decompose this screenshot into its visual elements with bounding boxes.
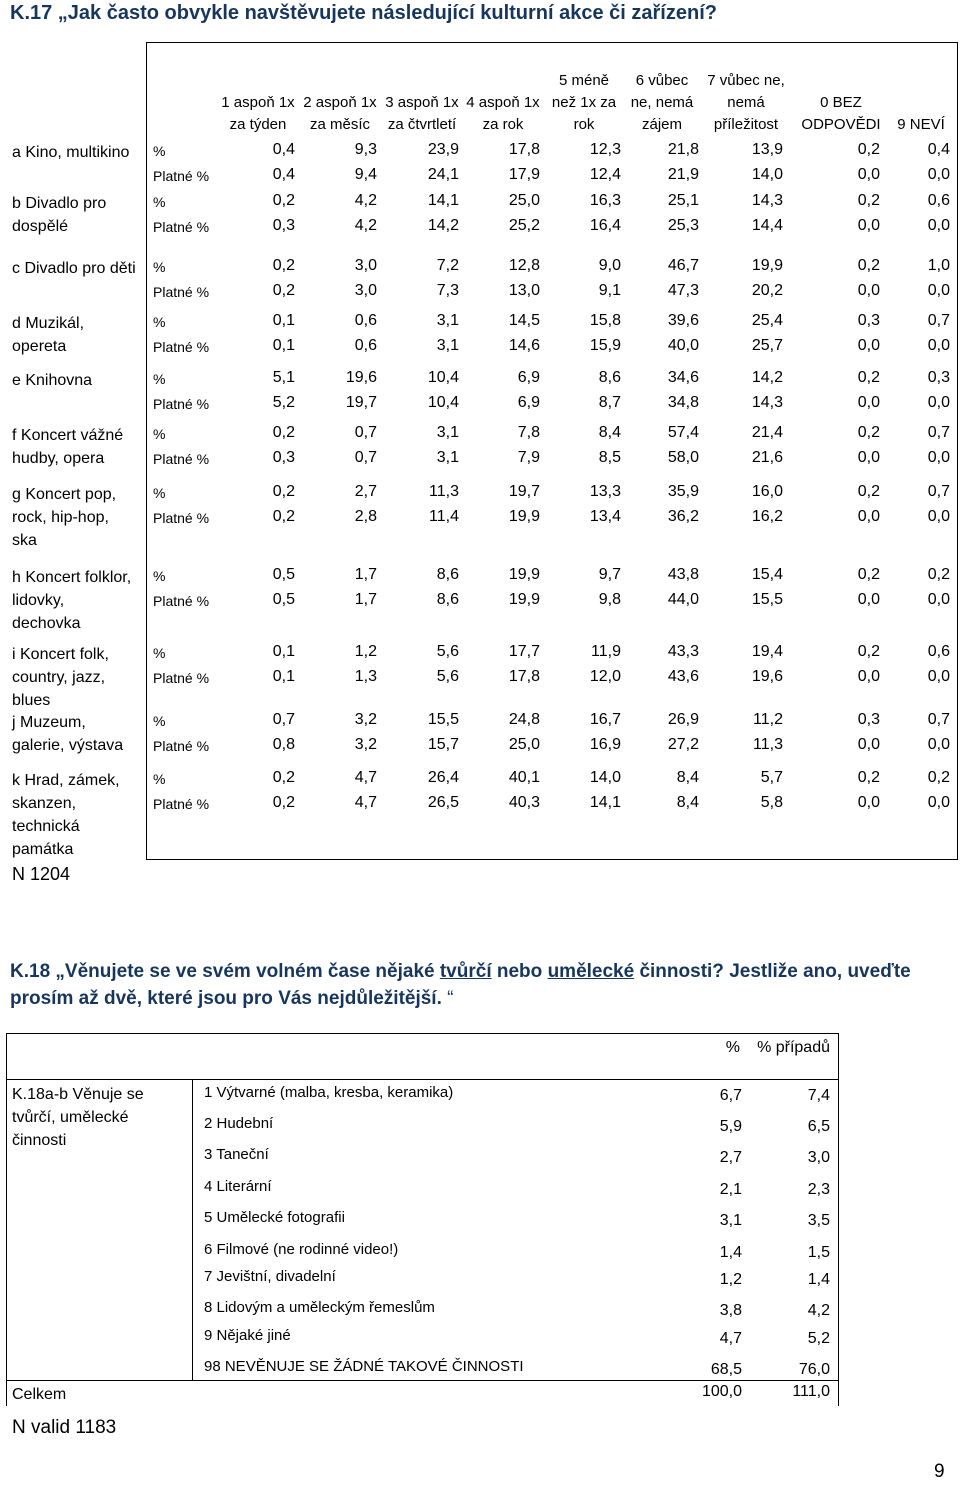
k18-total-divider [6,1380,839,1381]
k17-cell: 43,8 [667,566,699,583]
k17-pct-tag: % [153,713,166,729]
k17-cell: 1,7 [354,566,377,583]
k17-row-label: g Koncert pop, rock, hip-hop, ska [12,486,117,549]
k17-cell: 0,5 [272,591,295,608]
k17-cell: 0,6 [354,337,377,354]
k17-cell: 8,4 [676,769,699,786]
k17-cell: 0,3 [272,449,295,466]
k17-column-header: 9 NEVÍ [897,116,945,133]
k17-pct-tag: % [153,194,166,210]
k17-cell: 15,4 [751,566,783,583]
k17-cell: 43,3 [667,643,699,660]
k17-cell: 7,8 [517,424,540,441]
k18-option-cases: 5,2 [807,1330,830,1347]
k18-label-column-divider [192,1079,193,1381]
k17-cell: 0,0 [857,394,880,411]
k17-cell: 14,5 [508,312,540,329]
k17-cell: 0,0 [857,337,880,354]
k17-table-right-border [957,42,958,860]
k17-cell: 0,2 [272,424,295,441]
k17-cell: 0,7 [354,424,377,441]
k17-cell: 4,7 [354,769,377,786]
k17-cell: 25,3 [667,217,699,234]
k17-cell: 0,2 [857,141,880,158]
k17-cell: 0,4 [927,141,950,158]
k17-cell: 17,9 [508,166,540,183]
k18-option-pct: 2,7 [719,1149,742,1166]
k17-cell: 16,0 [751,483,783,500]
k18-option-pct: 3,8 [719,1302,742,1319]
k17-cell: 34,8 [667,394,699,411]
k17-column-header: 6 vůbec ne, nemá zájem [630,72,694,133]
k18-option-label: 98 NEVĚNUJE SE ŽÁDNÉ TAKOVÉ ČINNOSTI [204,1358,524,1375]
k18-option-cases: 2,3 [807,1181,830,1198]
k17-cell: 14,0 [589,769,621,786]
k17-cell: 35,9 [667,483,699,500]
k18-option-pct: 4,7 [719,1330,742,1347]
k18-option-label: 7 Jevištní, divadelní [204,1268,336,1285]
k17-cell: 10,4 [427,369,459,386]
k17-cell: 11,3 [429,483,459,500]
k17-cell: 0,6 [354,312,377,329]
k17-cell: 8,7 [598,394,621,411]
k17-cell: 25,1 [667,192,699,209]
k17-pct-tag: % [153,426,166,442]
k17-column-header: 4 aspoň 1x za rok [466,94,540,133]
k17-cell: 16,3 [589,192,621,209]
k17-cell: 0,0 [857,668,880,685]
k17-cell: 3,1 [436,424,459,441]
k17-cell: 1,3 [354,668,377,685]
k17-cell: 1,2 [354,643,377,660]
k17-pct-tag: % [153,771,166,787]
k17-cell: 5,2 [272,394,295,411]
k17-cell: 0,0 [927,794,950,811]
k18-option-pct: 6,7 [719,1087,742,1104]
k17-cell: 27,2 [667,736,699,753]
k17-cell: 0,2 [857,192,880,209]
k18-option-cases: 3,0 [807,1149,830,1166]
k17-cell: 19,4 [751,643,783,660]
k17-cell: 14,4 [751,217,783,234]
k17-column-header: 3 aspoň 1x za čtvrtletí [385,94,459,133]
k17-cell: 13,4 [589,508,621,525]
k17-cell: 19,9 [508,591,540,608]
k17-cell: 23,9 [427,141,459,158]
k17-cell: 0,2 [272,483,295,500]
k17-cell: 25,4 [751,312,783,329]
k17-cell: 0,0 [927,337,950,354]
k17-cell: 5,6 [436,668,459,685]
k18-option-label: 8 Lidovým a uměleckým řemeslům [204,1299,435,1316]
k18-option-cases: 3,5 [807,1212,830,1229]
k18-option-cases: 7,4 [807,1087,830,1104]
k17-cell: 0,0 [857,508,880,525]
k17-cell: 0,2 [857,769,880,786]
k17-column-header: 7 vůbec ne, nemá příležitost [707,72,785,133]
k17-cell: 6,9 [517,394,540,411]
k17-cell: 0,3 [927,369,950,386]
k17-pct-tag: % [153,314,166,330]
k18-total-label: Celkem [12,1386,67,1403]
k17-cell: 8,4 [598,424,621,441]
k17-column-header: 5 méně než 1x za rok [551,72,617,133]
k17-cell: 0,7 [927,711,950,728]
k17-cell: 9,8 [598,591,621,608]
k17-valid-tag: Platné % [153,738,210,754]
k17-cell: 14,6 [508,337,540,354]
k17-table-bottom-border [146,859,958,860]
k17-cell: 17,8 [508,668,540,685]
k17-cell: 0,2 [272,282,295,299]
k18-title-underlined2: umělecké [547,961,635,982]
k17-cell: 21,6 [751,449,783,466]
k17-pct-tag: % [153,568,166,584]
k17-row-label: i Koncert folk, country, jazz, blues [12,646,109,709]
k17-cell: 11,9 [591,643,621,660]
k17-cell: 19,9 [508,566,540,583]
k17-cell: 12,3 [589,141,621,158]
k17-cell: 9,0 [598,257,621,274]
k17-cell: 21,8 [667,141,699,158]
k17-cell: 25,7 [751,337,783,354]
k17-cell: 3,1 [436,337,459,354]
k17-cell: 8,6 [436,566,459,583]
k17-cell: 0,2 [857,566,880,583]
k18-table-top-border [6,1033,839,1034]
k17-cell: 0,7 [927,312,950,329]
k17-cell: 3,2 [354,711,377,728]
k18-option-cases: 76,0 [798,1361,830,1378]
k17-cell: 0,7 [354,449,377,466]
k18-total-cases: 111,0 [792,1383,830,1400]
k18-option-cases: 4,2 [807,1302,830,1319]
k17-valid-tag: Platné % [153,339,210,355]
k17-cell: 12,4 [589,166,621,183]
k17-cell: 15,7 [427,736,459,753]
k17-valid-tag: Platné % [153,510,210,526]
k18-option-label: 2 Hudební [204,1115,274,1132]
k17-cell: 26,9 [667,711,699,728]
k17-cell: 0,8 [272,736,295,753]
k17-cell: 5,8 [760,794,783,811]
k18-title-underlined1: tvůrčí [439,961,492,982]
k18-col-cases: % případů [757,1039,830,1056]
k17-cell: 40,1 [508,769,540,786]
k17-cell: 0,0 [857,794,880,811]
k17-valid-tag: Platné % [153,168,210,184]
k17-cell: 19,6 [751,668,783,685]
k17-cell: 6,9 [517,369,540,386]
k17-cell: 19,9 [751,257,783,274]
k17-pct-tag: % [153,645,166,661]
k17-cell: 3,0 [354,282,377,299]
k17-cell: 13,0 [508,282,540,299]
k17-cell: 0,3 [857,312,880,329]
k17-valid-tag: Platné % [153,451,210,467]
k17-cell: 0,2 [272,794,295,811]
k17-cell: 9,1 [598,282,621,299]
k17-pct-tag: % [153,143,166,159]
k17-cell: 0,0 [857,217,880,234]
k17-cell: 39,6 [667,312,699,329]
k18-option-label: 4 Literární [204,1178,272,1195]
k18-option-label: 1 Výtvarné (malba, kresba, keramika) [204,1084,454,1101]
k17-row-label: j Muzeum, galerie, výstava [12,714,124,754]
k17-cell: 36,2 [667,508,699,525]
k18-option-label: 9 Nějaké jiné [204,1327,291,1344]
k18-option-pct: 68,5 [710,1361,742,1378]
k17-cell: 21,9 [667,166,699,183]
k17-cell: 0,0 [927,282,950,299]
k17-cell: 0,7 [927,483,950,500]
k17-cell: 19,6 [345,369,377,386]
k17-table-left-border [146,42,147,860]
k17-pct-tag: % [153,485,166,501]
k17-cell: 0,0 [927,394,950,411]
k17-cell: 0,0 [927,166,950,183]
k17-cell: 1,7 [354,591,377,608]
k17-column-header: 2 aspoň 1x za měsíc [303,94,377,133]
k17-cell: 2,7 [354,483,377,500]
k17-cell: 40,3 [508,794,540,811]
k18-title-end-quote: “ [447,988,454,1009]
k17-cell: 4,7 [354,794,377,811]
k18-title [10,958,950,1012]
k17-cell: 9,7 [598,566,621,583]
k17-cell: 0,4 [272,166,295,183]
k18-option-label: 5 Umělecké fotografii [204,1209,345,1226]
k17-cell: 0,0 [857,736,880,753]
page-number: 9 [934,1461,945,1482]
k17-row-label: d Muzikál, opereta [12,315,85,355]
k17-row-label: e Knihovna [12,372,93,389]
k17-cell: 12,8 [508,257,540,274]
k18-option-pct: 1,4 [719,1244,742,1261]
k17-cell: 19,7 [508,483,540,500]
k18-option-pct: 3,1 [719,1212,742,1229]
k17-cell: 14,0 [751,166,783,183]
k18-col-pct: % [725,1039,740,1056]
k17-cell: 0,0 [857,282,880,299]
k18-title-part2: nebo [491,961,548,982]
k17-cell: 19,9 [508,508,540,525]
k17-cell: 0,0 [927,449,950,466]
k17-cell: 0,2 [857,424,880,441]
k17-pct-tag: % [153,371,166,387]
k17-cell: 16,2 [751,508,783,525]
k17-cell: 21,4 [751,424,783,441]
k17-cell: 57,4 [667,424,699,441]
k17-cell: 0,2 [857,257,880,274]
k17-cell: 0,0 [927,217,950,234]
k17-cell: 0,2 [927,769,950,786]
k17-row-label: k Hrad, zámek, skanzen, technická památka [12,772,120,858]
k17-cell: 0,2 [272,769,295,786]
k17-cell: 7,3 [436,282,459,299]
k17-cell: 15,5 [427,711,459,728]
k17-cell: 25,0 [508,192,540,209]
k17-cell: 44,0 [667,591,699,608]
k17-cell: 13,3 [589,483,621,500]
k17-cell: 15,5 [751,591,783,608]
k17-cell: 1,0 [927,257,950,274]
k17-valid-tag: Platné % [153,670,210,686]
k18-option-pct: 5,9 [719,1118,742,1135]
k17-cell: 15,8 [589,312,621,329]
k17-cell: 0,1 [272,337,295,354]
k17-cell: 16,7 [589,711,621,728]
k18-option-label: 6 Filmové (ne rodinné video!) [204,1241,399,1258]
k17-table-top-border [146,42,958,43]
k17-cell: 0,4 [272,141,295,158]
k17-cell: 14,1 [589,794,621,811]
k17-cell: 0,5 [272,566,295,583]
k17-cell: 19,7 [345,394,377,411]
k17-cell: 11,3 [753,736,783,753]
k17-cell: 8,6 [598,369,621,386]
k17-cell: 8,4 [676,794,699,811]
k17-cell: 0,0 [927,736,950,753]
k17-cell: 9,3 [354,141,377,158]
k17-cell: 0,0 [857,166,880,183]
k17-cell: 7,2 [436,257,459,274]
k17-cell: 26,5 [427,794,459,811]
k17-cell: 5,6 [436,643,459,660]
k17-cell: 40,0 [667,337,699,354]
k17-cell: 0,3 [272,217,295,234]
k17-cell: 14,2 [751,369,783,386]
k17-cell: 25,0 [508,736,540,753]
k17-cell: 14,2 [427,217,459,234]
k17-cell: 34,6 [667,369,699,386]
k17-cell: 0,2 [272,192,295,209]
k17-cell: 8,6 [436,591,459,608]
k17-pct-tag: % [153,259,166,275]
k17-cell: 0,0 [857,449,880,466]
k17-cell: 0,6 [927,643,950,660]
k18-option-pct: 2,1 [719,1181,742,1198]
k17-cell: 58,0 [667,449,699,466]
k17-cell: 3,2 [354,736,377,753]
k17-cell: 17,7 [508,643,540,660]
k17-cell: 24,1 [427,166,459,183]
k17-cell: 0,7 [272,711,295,728]
k17-cell: 3,0 [354,257,377,274]
k17-row-label: f Koncert vážné hudby, opera [12,427,124,467]
k17-cell: 0,7 [927,424,950,441]
k17-valid-tag: Platné % [153,796,210,812]
k17-column-header: 0 BEZ ODPOVĚDI [801,94,881,133]
k17-cell: 0,2 [857,643,880,660]
k17-cell: 26,4 [427,769,459,786]
k17-cell: 7,9 [517,449,540,466]
k17-row-label: b Divadlo pro dospělé [12,195,107,235]
k17-cell: 0,2 [272,257,295,274]
k18-table-left-border [6,1033,7,1406]
k17-cell: 9,4 [354,166,377,183]
k17-cell: 20,2 [751,282,783,299]
k18-option-cases: 1,5 [807,1244,830,1261]
k17-cell: 14,3 [751,394,783,411]
k18-group-label: K.18a-b Věnuje se tvůrčí, umělecké činnosti [12,1086,144,1149]
k17-cell: 47,3 [667,282,699,299]
k17-cell: 14,3 [751,192,783,209]
k18-title-part1: K.18 „Věnujete se ve svém volném čase nějaké [10,961,440,982]
k17-cell: 0,3 [857,711,880,728]
k17-cell: 5,1 [272,369,295,386]
k17-cell: 4,2 [354,192,377,209]
k18-header-divider [6,1079,839,1080]
k17-cell: 11,2 [753,711,783,728]
k17-cell: 16,4 [589,217,621,234]
k17-valid-tag: Platné % [153,396,210,412]
k17-cell: 0,6 [927,192,950,209]
k18-table-right-border [838,1033,839,1406]
k17-cell: 10,4 [427,394,459,411]
k18-option-cases: 6,5 [807,1118,830,1135]
k17-cell: 0,0 [857,591,880,608]
k17-cell: 0,1 [272,668,295,685]
k17-cell: 25,2 [508,217,540,234]
k17-cell: 16,9 [589,736,621,753]
k17-valid-tag: Platné % [153,284,210,300]
k17-cell: 3,1 [436,312,459,329]
k17-cell: 17,8 [508,141,540,158]
k17-valid-tag: Platné % [153,219,210,235]
k17-title: K.17 „Jak často obvykle navštěvujete následující kulturní akce či zařízení? [10,2,717,24]
k17-column-header: 1 aspoň 1x za týden [221,94,295,133]
k17-cell: 14,1 [427,192,459,209]
k18-n-label: N valid 1183 [12,1417,117,1438]
k17-cell: 15,9 [589,337,621,354]
k17-cell: 0,2 [857,369,880,386]
k18-option-cases: 1,4 [807,1271,830,1288]
k17-cell: 0,2 [272,508,295,525]
k17-cell: 0,1 [272,643,295,660]
k17-cell: 46,7 [667,257,699,274]
k17-cell: 12,0 [589,668,621,685]
k17-cell: 5,7 [760,769,783,786]
k17-cell: 0,0 [927,591,950,608]
k18-option-label: 3 Taneční [204,1146,269,1163]
k17-row-label: h Koncert folklor, lidovky, dechovka [12,569,132,632]
k17-cell: 0,2 [857,483,880,500]
k17-cell: 43,6 [667,668,699,685]
k17-cell: 11,4 [429,508,459,525]
k17-cell: 0,0 [927,508,950,525]
k17-row-label: a Kino, multikino [12,144,130,161]
k18-total-pct: 100,0 [701,1383,742,1400]
k17-cell: 13,9 [751,141,783,158]
k17-cell: 4,2 [354,217,377,234]
k17-cell: 8,5 [598,449,621,466]
k17-cell: 3,1 [436,449,459,466]
k18-title-part3: činnosti? Jestliže ano, uveďte prosím až dvě, které jsou pro Vás nejdůležitější. [10,961,911,1009]
k17-n-label: N 1204 [12,864,71,884]
k18-option-pct: 1,2 [719,1271,742,1288]
k17-cell: 2,8 [354,508,377,525]
k17-cell: 0,1 [272,312,295,329]
k17-row-label: c Divadlo pro děti [12,260,136,277]
k17-cell: 0,2 [927,566,950,583]
k17-cell: 24,8 [508,711,540,728]
k17-cell: 0,0 [927,668,950,685]
k17-valid-tag: Platné % [153,593,210,609]
